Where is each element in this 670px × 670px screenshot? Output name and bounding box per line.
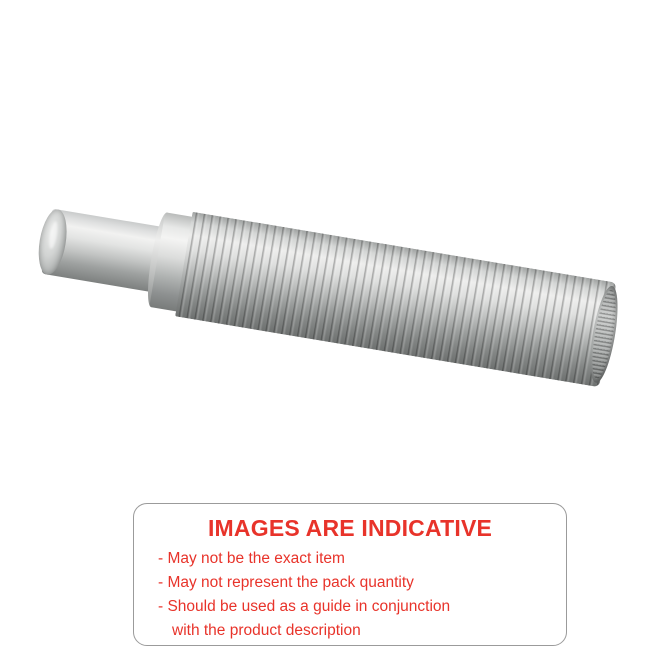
indicative-images-notice [133,503,567,646]
notice-line-1: - May not be the exact item [158,550,345,568]
notice-title: IMAGES ARE INDICATIVE [207,515,493,541]
notice-line-4: with the product description [172,622,361,640]
notice-line-3: - Should be used as a guide in conjunction [158,598,451,616]
notice-line-2: - May not represent the pack quantity [158,574,414,592]
timing-belt-pulley [28,166,645,413]
pulley-toothed-body [175,212,617,388]
